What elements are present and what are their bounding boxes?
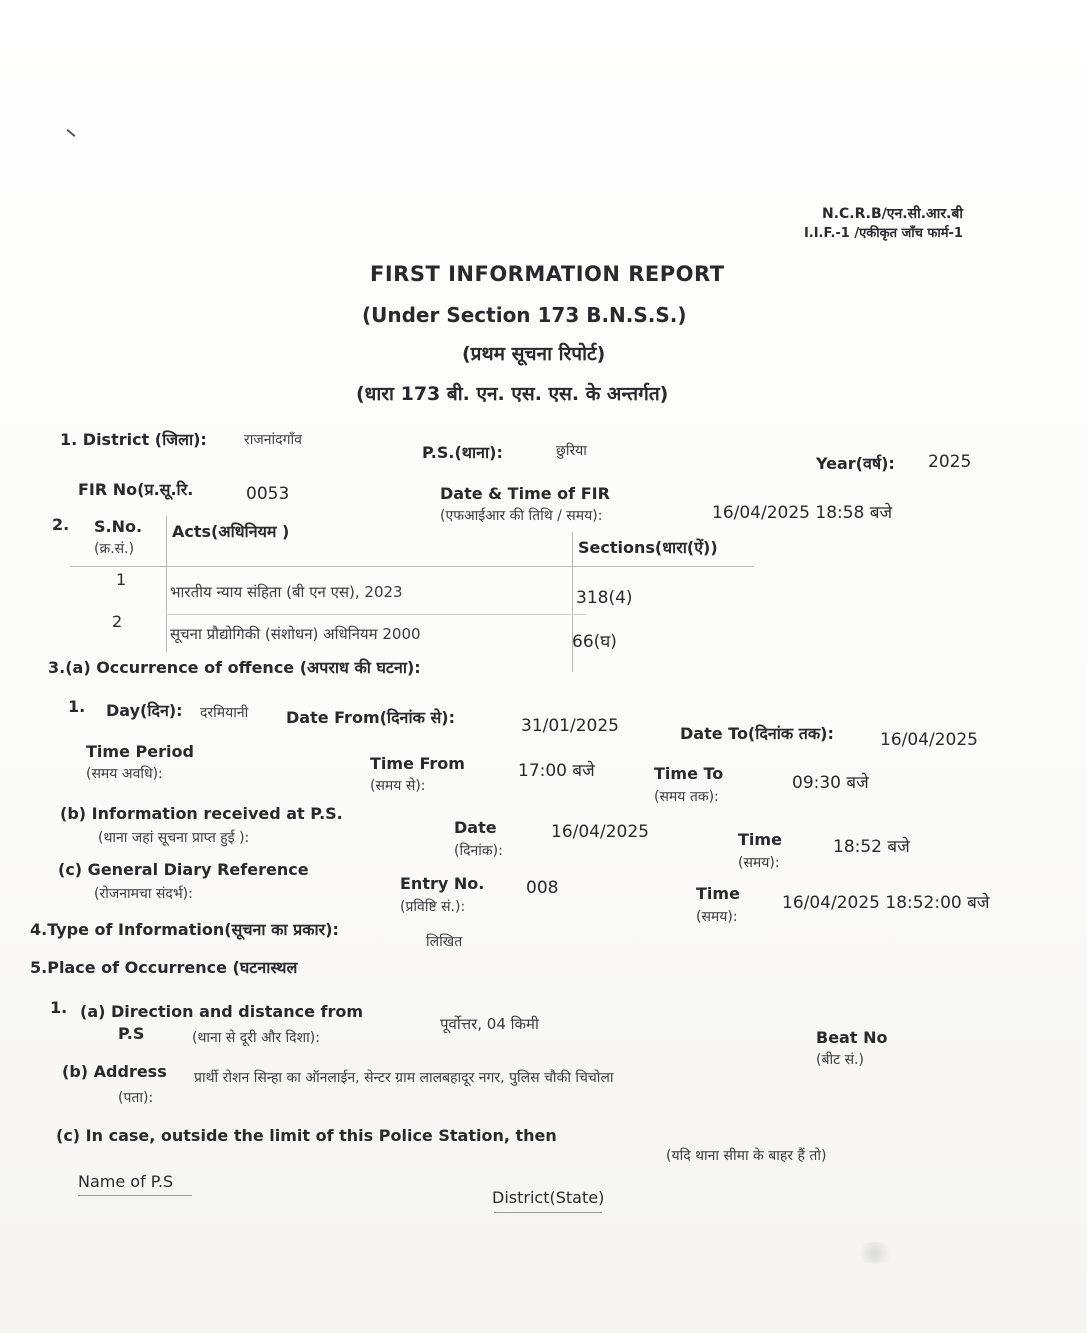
gd-reference-label-hindi: (रोजनामचा संदर्भ): (94, 886, 193, 902)
ps-name-label: Name of P.S (78, 1172, 174, 1191)
direction-label-ps: P.S (118, 1024, 145, 1043)
act-row-1-act: भारतीय न्याय संहिता (बी एन एस), 2023 (170, 583, 403, 601)
district-state-underline (494, 1212, 602, 1213)
day-value: दरमियानी (200, 705, 249, 721)
info-time-value: 18:52 बजे (833, 837, 910, 857)
act-row-1-section: 318(4) (576, 588, 633, 608)
sno-header-hindi: (क्र.सं.) (94, 541, 135, 557)
beat-no-label: Beat No (816, 1028, 888, 1047)
info-type-value: लिखित (426, 934, 463, 950)
ps-label: P.S.(थाना): (422, 443, 503, 462)
info-time-label: Time (738, 830, 782, 849)
address-label: (b) Address (62, 1062, 167, 1081)
report-subtitle: (Under Section 173 B.N.S.S.) (362, 303, 687, 327)
direction-label-hindi: (थाना से दूरी और दिशा): (192, 1030, 320, 1046)
address-value: प्रार्थी रोशन सिन्हा का ऑनलाईन, सेन्टर ग्राम लालबहादूर नगर, पुलिस चौकी चिचोला (194, 1070, 614, 1086)
entry-no-label: Entry No. (400, 874, 485, 893)
time-from-value: 17:00 बजे (518, 761, 595, 781)
form-code-line1: N.C.R.B/एन.सी.आर.बी (822, 206, 963, 222)
date-to-label: Date To(दिनांक तक): (680, 724, 834, 743)
fir-datetime-label: Date & Time of FIR (440, 484, 610, 503)
info-type-label: 4.Type of Information(सूचना का प्रकार): (30, 920, 339, 939)
section2-number: 2. (52, 515, 70, 534)
ps-value: छुरिया (556, 443, 587, 459)
gd-reference-label: (c) General Diary Reference (58, 860, 309, 879)
pen-mark (67, 129, 76, 137)
date-from-label: Date From(दिनांक से): (286, 708, 455, 727)
form-code-line2: I.I.F.-1 /एकीकृत जाँच फार्म-1 (803, 226, 963, 241)
date-to-value: 16/04/2025 (880, 730, 978, 750)
act-row-2-section: 66(घ) (572, 632, 617, 652)
act-row-2-sno: 2 (112, 612, 123, 631)
sections-header: Sections(धारा(ऐं)) (578, 538, 718, 557)
address-label-hindi: (पता): (118, 1090, 154, 1106)
time-from-label-hindi: (समय से): (370, 778, 426, 794)
ps-name-underline (78, 1195, 192, 1196)
place-of-occurrence-label: 5.Place of Occurrence (घटनास्थल (30, 958, 298, 977)
time-from-label: Time From (370, 754, 465, 773)
time-to-value: 09:30 बजे (792, 773, 869, 793)
fir-no-value: 0053 (246, 484, 290, 504)
form-code (803, 204, 963, 241)
entry-no-label-hindi: (प्रविष्टि सं.): (400, 899, 466, 915)
acts-header: Acts(अधिनियम ) (172, 522, 290, 541)
info-date-value: 16/04/2025 (551, 822, 649, 842)
time-to-label-hindi: (समय तक): (654, 789, 719, 805)
time-period-label-hindi: (समय अवधि): (86, 766, 163, 782)
district-value: राजनांदगाँव (244, 432, 302, 448)
time-to-label: Time To (654, 764, 724, 783)
occurrence-heading: 3.(a) Occurrence of offence (अपराध की घटना): (48, 658, 421, 677)
district-state-label: District(State) (492, 1188, 605, 1207)
fir-datetime-value: 16/04/2025 18:58 बजे (712, 503, 893, 523)
beat-no-label-hindi: (बीट सं.) (816, 1052, 864, 1068)
table-rule-top (70, 566, 754, 567)
outside-limit-label: (c) In case, outside the limit of this Police Station, then (56, 1126, 557, 1145)
year-label: Year(वर्ष): (816, 454, 895, 473)
fir-datetime-label-hindi: (एफआईआर की तिथि / समय): (440, 508, 603, 524)
report-title-hindi: (प्रथम सूचना रिपोर्ट) (462, 343, 606, 365)
table-divider-left (166, 516, 167, 652)
district-label: 1. District (जिला): (60, 430, 207, 449)
info-date-label: Date (454, 818, 497, 837)
date-from-value: 31/01/2025 (521, 716, 619, 736)
info-time-label-hindi: (समय): (738, 855, 780, 871)
gd-time-label-hindi: (समय): (696, 909, 738, 925)
ink-smudge (855, 1242, 895, 1264)
report-title: FIRST INFORMATION REPORT (370, 262, 725, 286)
direction-label: (a) Direction and distance from (80, 1002, 363, 1021)
gd-time-label: Time (696, 884, 740, 903)
act-row-1-sno: 1 (116, 570, 127, 589)
entry-no-value: 008 (526, 878, 559, 898)
info-received-label: (b) Information received at P.S. (60, 804, 343, 823)
table-rule-mid (166, 614, 586, 615)
time-period-label: Time Period (86, 742, 194, 761)
info-date-label-hindi: (दिनांक): (454, 843, 503, 859)
year-value: 2025 (928, 452, 972, 472)
outside-limit-label-hindi: (यदि थाना सीमा के बाहर हैं तो) (666, 1148, 827, 1164)
direction-value: पूर्वोत्तर, 04 किमी (440, 1015, 539, 1033)
act-row-2-act: सूचना प्रौद्योगिकी (संशोधन) अधिनियम 2000 (170, 625, 421, 643)
day-number: 1. (68, 697, 86, 716)
gd-time-value: 16/04/2025 18:52:00 बजे (782, 893, 990, 913)
day-label: Day(दिन): (106, 701, 183, 720)
direction-number: 1. (50, 998, 68, 1017)
info-received-label-hindi: (थाना जहां सूचना प्राप्त हुई ): (98, 830, 250, 846)
fir-no-label: FIR No(प्र.सू.रि. (78, 480, 194, 499)
report-subtitle-hindi: (धारा 173 बी. एन. एस. एस. के अन्तर्गत) (356, 383, 669, 405)
sno-header: S.No. (94, 517, 143, 536)
